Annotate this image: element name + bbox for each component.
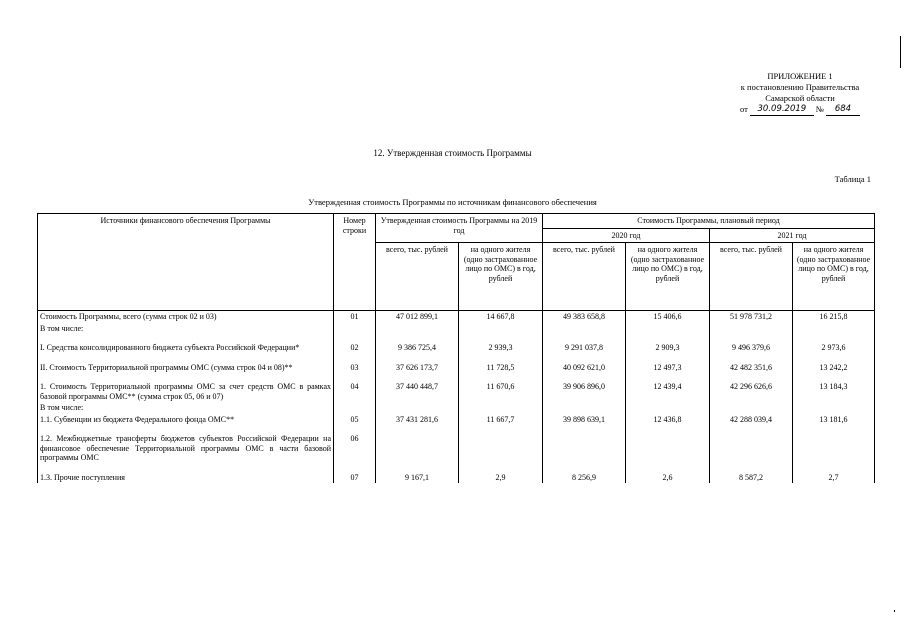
header-year-2021: 2021 год [710,228,875,243]
row-per-capita-2021: 13 181,6 [793,414,875,426]
row-per-capita-2020: 15 406,6 [626,311,710,323]
row-total-2019: 47 012 899,1 [376,311,459,323]
table-row [38,472,875,484]
row-per-capita-2020: 2,6 [626,472,710,484]
row-per-capita-2020: 12 439,4 [626,381,710,402]
row-total-2021: 42 482 351,6 [710,362,793,374]
header-total-2019: всего, тыс. рублей [376,243,459,311]
row-code: 07 [334,472,376,484]
table-row [38,414,875,426]
cost-table [37,213,875,483]
table-row [38,402,875,414]
header-total-2020: всего, тыс. рублей [543,243,626,311]
appendix-signature-line [735,104,865,116]
row-total-2020: 9 291 037,8 [543,342,626,354]
appendix-title: ПРИЛОЖЕНИЕ 1 [767,71,833,81]
row-code: 03 [334,362,376,374]
row-source: II. Стоимость Территориальной программы ОМС (сумма строк 04 и 08)** [38,362,334,374]
table-row [38,362,875,374]
row-per-capita-2019: 11 667,7 [459,414,543,426]
header-planned-period: Стоимость Программы, плановый период [543,214,875,229]
row-total-2021: 42 296 626,6 [710,381,793,402]
row-code: 05 [334,414,376,426]
row-total-2021: 42 288 039,4 [710,414,793,426]
table-row [38,433,875,464]
section-title: 12. Утвержденная стоимость Программы [373,148,532,158]
row-per-capita-2021: 16 215,8 [793,311,875,323]
header-year-2020: 2020 год [543,228,710,243]
row-per-capita-2021: 2 973,6 [793,342,875,354]
row-total-2021: 51 978 731,2 [710,311,793,323]
row-per-capita-2020: 2 909,3 [626,342,710,354]
row-code: 06 [334,433,376,464]
row-total-2019: 37 440 448,7 [376,381,459,402]
header-per-capita-2019: на одного жителя (одно застрахованное лицо по ОМС) в год, рублей [459,243,543,311]
row-code: 02 [334,342,376,354]
row-code: 04 [334,381,376,402]
row-per-capita-2019: 11 670,6 [459,381,543,402]
row-source: В том числе: [38,323,334,335]
row-per-capita-2019: 14 667,8 [459,311,543,323]
row-per-capita-2019: 2,9 [459,472,543,484]
scan-edge-mark [900,36,901,68]
header-total-2021: всего, тыс. рублей [710,243,793,311]
row-source: 1.1. Субвенции из бюджета Федерального фонда ОМС** [38,414,334,426]
row-total-2021: 9 496 379,6 [710,342,793,354]
table-row [38,342,875,354]
row-per-capita-2020: 12 436,8 [626,414,710,426]
header-source: Источники финансового обеспечения Программы [38,214,334,311]
appendix-block [735,71,865,116]
row-source: I. Средства консолидированного бюджета субъекта Российской Федерации* [38,342,334,354]
table-row [38,323,875,335]
scan-edge-dot [894,610,895,612]
header-approved-2019: Утвержденная стоимость Программы на 2019 год [376,214,543,243]
row-total-2019: 9 386 725,4 [376,342,459,354]
row-total-2020: 8 256,9 [543,472,626,484]
appendix-line-region: Самарской области [765,93,835,103]
row-per-capita-2019: 2 939,3 [459,342,543,354]
row-total-2019: 9 167,1 [376,472,459,484]
row-total-2021: 8 587,2 [710,472,793,484]
row-source: Стоимость Программы, всего (сумма строк 02 и 03) [38,311,334,323]
row-per-capita-2021: 2,7 [793,472,875,484]
row-per-capita-2021: 13 242,2 [793,362,875,374]
number-label: № [815,104,824,114]
row-total-2020: 49 383 658,8 [543,311,626,323]
row-total-2020: 40 092 621,0 [543,362,626,374]
row-per-capita-2020: 12 497,3 [626,362,710,374]
row-source: 1.3. Прочие поступления [38,472,334,484]
from-label: от [740,104,748,114]
row-source: 1. Стоимость Территориальной программы ОМС за счет средств ОМС в рамках базовой программы ОМС** (сумма строк 05, 06 и 07) [38,381,334,402]
row-total-2019: 37 626 173,7 [376,362,459,374]
handwritten-number: 684 [826,104,860,116]
header-line-number: Номер строки [334,214,376,311]
table-title: Утвержденная стоимость Программы по источникам финансового обеспечения [308,197,597,207]
row-total-2020: 39 898 639,1 [543,414,626,426]
row-total-2019: 37 431 281,6 [376,414,459,426]
table-number: Таблица 1 [834,174,871,184]
row-source: В том числе: [38,402,334,414]
row-per-capita-2021: 13 184,3 [793,381,875,402]
row-total-2020: 39 906 896,0 [543,381,626,402]
row-code: 01 [334,311,376,323]
handwritten-date: 30.09.2019 [750,104,814,116]
table-row [38,381,875,402]
row-source: 1.2. Межбюджетные трансферты бюджетов субъектов Российской Федерации на финансовое обеспечение Территориальной программы ОМС в части базовой программы ОМС [38,433,334,464]
header-per-capita-2021: на одного жителя (одно застрахованное лицо по ОМС) в год, рублей [793,243,875,311]
row-per-capita-2019: 11 728,5 [459,362,543,374]
header-per-capita-2020: на одного жителя (одно застрахованное лицо по ОМС) в год, рублей [626,243,710,311]
appendix-line-resolution: к постановлению Правительства [740,82,860,92]
table-row [38,311,875,323]
